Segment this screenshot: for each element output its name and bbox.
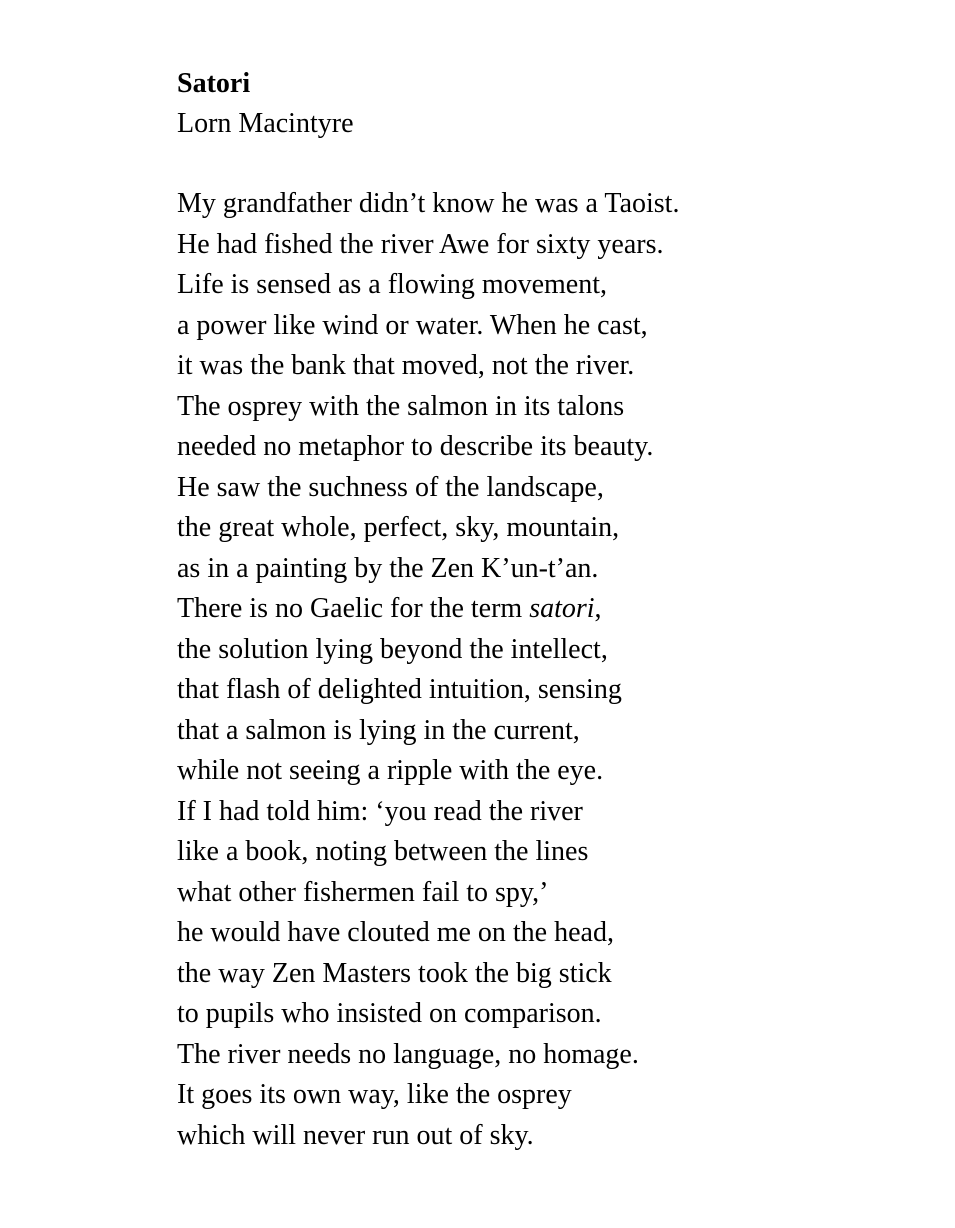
poem-page — [177, 64, 917, 1156]
poem-line: It goes its own way, like the osprey — [177, 1079, 572, 1110]
poem-line: that a salmon is lying in the current, — [177, 714, 580, 746]
poem-line: If I had told him: ‘you read the river — [177, 795, 583, 827]
poem-line — [177, 589, 917, 630]
poem-line: needed no metaphor to describe its beauty. — [177, 431, 654, 462]
poem-line: it was the bank that moved, not the river. — [177, 350, 635, 381]
poem-line: a power like wind or water. When he cast, — [177, 309, 648, 341]
poem-line-italic-term: satori — [529, 593, 595, 624]
poem-line: He saw the suchness of the landscape, — [177, 471, 604, 503]
poem-line: what other fishermen fail to spy,’ — [177, 876, 549, 908]
poem-line: The osprey with the salmon in its talons — [177, 390, 625, 422]
poem-line: the great whole, perfect, sky, mountain, — [177, 512, 620, 543]
poem-line: he would have clouted me on the head, — [177, 917, 614, 948]
poem-line: that flash of delighted intuition, sensing — [177, 674, 622, 705]
poem-line: My grandfather didn’t know he was a Taoist. — [177, 188, 680, 219]
poem-title: Satori — [177, 68, 251, 99]
poem-author: Lorn Macintyre — [177, 108, 354, 139]
poem-line: Life is sensed as a flowing movement, — [177, 269, 608, 300]
poem-line-text: There is no Gaelic for the term — [177, 593, 530, 624]
poem-line: while not seeing a ripple with the eye. — [177, 755, 604, 786]
poem-line: The river needs no language, no homage. — [177, 1038, 639, 1070]
poem-body — [177, 184, 917, 1156]
poem-line: to pupils who insisted on comparison. — [177, 998, 602, 1029]
poem-line: like a book, noting between the lines — [177, 836, 589, 867]
poem-line: which will never run out of sky. — [177, 1119, 534, 1151]
poem-line: as in a painting by the Zen K’un-t’an. — [177, 552, 599, 584]
poem-line: the solution lying beyond the intellect, — [177, 633, 608, 665]
poem-line: He had fished the river Awe for sixty years. — [177, 228, 664, 260]
poem-line-punctuation: , — [594, 593, 602, 624]
poem-line: the way Zen Masters took the big stick — [177, 957, 612, 989]
